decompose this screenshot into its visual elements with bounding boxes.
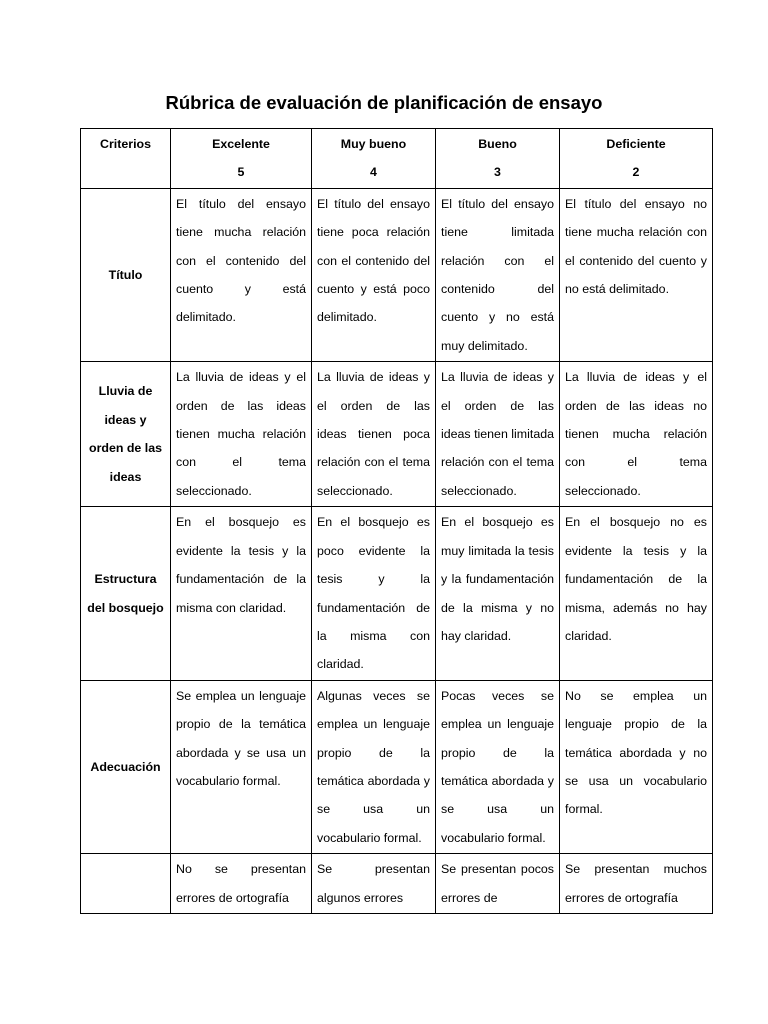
cell-bueno: El título del ensayo tiene limitada relación con el contenido del cuento y no está muy delimitado. bbox=[436, 188, 560, 361]
header-criterios: Criterios bbox=[81, 129, 171, 189]
cell-deficiente: El título del ensayo no tiene mucha relación con el contenido del cuento y no está delimitado. bbox=[560, 188, 713, 361]
criterion-label: Adecuación bbox=[81, 680, 171, 853]
criterion-label: Título bbox=[81, 188, 171, 361]
cell-bueno: Pocas veces se emplea un lenguaje propio de la temática abordada y se usa un vocabulario formal. bbox=[436, 680, 560, 853]
row-ortografia-partial bbox=[81, 854, 713, 914]
criterion-label bbox=[81, 854, 171, 914]
header-deficiente bbox=[560, 129, 713, 189]
cell-deficiente: Se presentan muchos errores de ortografía bbox=[560, 854, 713, 914]
row-adecuacion bbox=[81, 680, 713, 853]
level-score: 4 bbox=[370, 165, 377, 180]
header-muy-bueno bbox=[312, 129, 436, 189]
cell-muy-bueno: El título del ensayo tiene poca relación con el contenido del cuento y está poco delimitado. bbox=[312, 188, 436, 361]
document-title: Rúbrica de evaluación de planificación de ensayo bbox=[165, 92, 603, 113]
cell-excelente: Se emplea un lenguaje propio de la temática abordada y se usa un vocabulario formal. bbox=[171, 680, 312, 853]
header-excelente bbox=[171, 129, 312, 189]
header-bueno bbox=[436, 129, 560, 189]
level-score: 5 bbox=[237, 165, 245, 180]
header-row bbox=[81, 129, 713, 189]
cell-muy-bueno: Algunas veces se emplea un lenguaje propio de la temática abordada y se usa un vocabulario formal. bbox=[312, 680, 436, 853]
level-name: Muy bueno bbox=[340, 137, 407, 151]
level-score: 3 bbox=[494, 165, 501, 180]
cell-bueno: En el bosquejo es muy limitada la tesis y la fundamentación de la misma y no hay claridad. bbox=[436, 507, 560, 680]
cell-bueno: La lluvia de ideas y el orden de las ideas tienen limitada relación con el tema seleccionado. bbox=[436, 362, 560, 507]
cell-deficiente: No se emplea un lenguaje propio de la temática abordada y no se usa un vocabulario formal. bbox=[560, 680, 713, 853]
cell-muy-bueno: En el bosquejo es poco evidente la tesis y la fundamentación de la misma con claridad. bbox=[312, 507, 436, 680]
level-name: Excelente bbox=[212, 137, 270, 151]
cell-excelente: El título del ensayo tiene mucha relación con el contenido del cuento y está delimitado. bbox=[171, 188, 312, 361]
row-estructura-del-bosquejo bbox=[81, 507, 713, 680]
cell-excelente: En el bosquejo es evidente la tesis y la fundamentación de la misma con claridad. bbox=[171, 507, 312, 680]
level-name: Bueno bbox=[478, 137, 517, 151]
row-lluvia-de-ideas bbox=[81, 362, 713, 507]
criterion-label: Estructura del bosquejo bbox=[81, 507, 171, 680]
rubric-table bbox=[80, 128, 713, 914]
level-score: 2 bbox=[632, 165, 640, 180]
cell-deficiente: En el bosquejo no es evidente la tesis y la fundamentación de la misma, además no hay claridad. bbox=[560, 507, 713, 680]
cell-deficiente: La lluvia de ideas y el orden de las ideas no tienen mucha relación con el tema seleccionado. bbox=[560, 362, 713, 507]
cell-bueno: Se presentan pocos errores de bbox=[436, 854, 560, 914]
criterion-label: Lluvia de ideas y orden de las ideas bbox=[81, 362, 171, 507]
level-name: Deficiente bbox=[606, 137, 666, 151]
cell-muy-bueno: Se presentan algunos errores bbox=[312, 854, 436, 914]
cell-excelente: No se presentan errores de ortografía bbox=[171, 854, 312, 914]
row-titulo bbox=[81, 188, 713, 361]
cell-muy-bueno: La lluvia de ideas y el orden de las ideas tienen poca relación con el tema seleccionado. bbox=[312, 362, 436, 507]
cell-excelente: La lluvia de ideas y el orden de las ideas tienen mucha relación con el tema seleccionado. bbox=[171, 362, 312, 507]
